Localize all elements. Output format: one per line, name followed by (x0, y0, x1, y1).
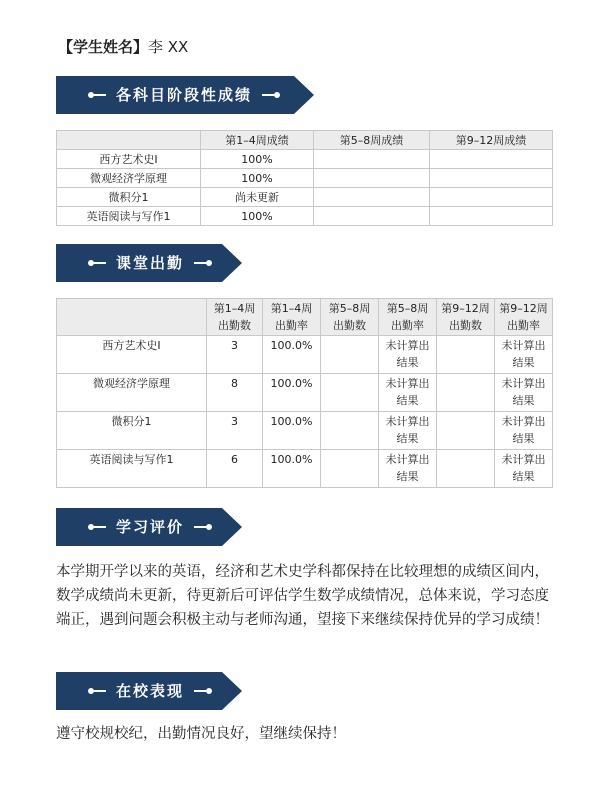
header-line: 出勤率 (275, 319, 308, 332)
attendance-cell (379, 374, 437, 412)
header-line: 第1–4周 (270, 302, 313, 315)
header-line: 第9–12周 (441, 302, 490, 315)
grades-header-cell: 第5–8周成绩 (314, 131, 430, 150)
cell-line: 未计算出 (501, 377, 546, 390)
attendance-cell (263, 336, 321, 374)
grades-table (56, 130, 553, 226)
cell-line: 结果 (512, 356, 535, 369)
header-line: 第9–12周 (499, 302, 548, 315)
table-row (57, 150, 553, 169)
cell-line: 6 (231, 453, 238, 466)
cell-line: 结果 (396, 394, 419, 407)
banner-left-ornament (88, 524, 106, 530)
grade-cell (430, 169, 553, 188)
grade-cell (314, 169, 430, 188)
cell-line: 未计算出 (385, 339, 430, 352)
header-line: 第5–8周 (386, 302, 429, 315)
attendance-cell (321, 450, 379, 488)
attendance-cell (379, 412, 437, 450)
behavior-text: 遵守校规校纪，出勤情况良好，望继续保持！ (56, 726, 346, 742)
banner-right-ornament (194, 260, 212, 266)
section-banner-behavior (56, 672, 246, 710)
attendance-header-cell (495, 299, 553, 336)
grades-header-cell: 第1–4周成绩 (201, 131, 314, 150)
cell-line: 结果 (512, 394, 535, 407)
cell-line: 未计算出 (385, 377, 430, 390)
table-row (57, 336, 553, 374)
header-line: 第1–4周 (213, 302, 256, 315)
section-title-behavior: 在校表现 (116, 682, 185, 700)
subject-cell: 微观经济学原理 (57, 169, 201, 188)
header-line: 出勤率 (391, 319, 424, 332)
grades-header-cell: 第9–12周成绩 (430, 131, 553, 150)
table-row (57, 188, 553, 207)
cell-line: 未计算出 (501, 415, 546, 428)
attendance-cell (437, 374, 495, 412)
attendance-cell (321, 336, 379, 374)
cell-line: 100.0% (270, 377, 313, 390)
cell-line: 3 (231, 339, 238, 352)
attendance-cell (207, 412, 263, 450)
subject-cell: 英语阅读与写作1 (57, 207, 201, 226)
cell-line: 3 (231, 415, 238, 428)
banner-right-ornament (262, 92, 280, 98)
table-row (57, 207, 553, 226)
cell-line: 100.0% (270, 415, 313, 428)
student-name-label: 【学生姓名】 (58, 38, 149, 56)
cell-line: 结果 (396, 356, 419, 369)
subject-cell: 微积分1 (57, 188, 201, 207)
cell-line: 100.0% (270, 339, 313, 352)
student-name-value: 李 XX (148, 38, 189, 56)
attendance-cell (437, 450, 495, 488)
attendance-header-cell (321, 299, 379, 336)
grade-cell (430, 150, 553, 169)
attendance-cell (495, 374, 553, 412)
grade-cell (430, 207, 553, 226)
banner-right-ornament (194, 524, 212, 530)
subject-cell (57, 412, 207, 450)
table-row (57, 374, 553, 412)
banner-left-ornament (88, 92, 106, 98)
attendance-header-cell (437, 299, 495, 336)
section-banner-grades (56, 76, 316, 114)
attendance-cell (263, 412, 321, 450)
table-row (57, 412, 553, 450)
header-line: 第5–8周 (328, 302, 371, 315)
attendance-cell (495, 450, 553, 488)
attendance-header-cell (57, 299, 207, 336)
section-title-grades: 各科目阶段性成绩 (116, 86, 253, 104)
cell-line: 英语阅读与写作1 (89, 453, 174, 466)
grade-cell (314, 207, 430, 226)
attendance-header-cell (207, 299, 263, 336)
attendance-cell (263, 450, 321, 488)
section-title-attendance: 课堂出勤 (116, 254, 185, 272)
attendance-cell (437, 412, 495, 450)
header-line: 出勤数 (449, 319, 482, 332)
cell-line: 微观经济学原理 (93, 377, 170, 390)
cell-line: 微积分1 (111, 415, 152, 428)
attendance-cell (321, 374, 379, 412)
attendance-cell (207, 336, 263, 374)
cell-line: 未计算出 (501, 339, 546, 352)
student-name-line (58, 36, 188, 57)
attendance-cell (321, 412, 379, 450)
attendance-header-cell (379, 299, 437, 336)
attendance-cell (379, 450, 437, 488)
grade-cell (430, 188, 553, 207)
attendance-cell (263, 374, 321, 412)
cell-line: 西方艺术史I (102, 339, 161, 352)
attendance-cell (437, 336, 495, 374)
banner-left-ornament (88, 688, 106, 694)
evaluation-text: 本学期开学以来的英语，经济和艺术史学科都保持在比较理想的成绩区间内，数学成绩尚未更新，待更新后可评估学生数学成绩情况，总体来说，学习态度端正，遇到问题会积极主动与老师沟通，望接下来继续保持优异的学习成绩！ (56, 564, 549, 628)
cell-line: 结果 (512, 432, 535, 445)
cell-line: 结果 (512, 470, 535, 483)
grade-cell: 尚未更新 (201, 188, 314, 207)
attendance-table (56, 298, 553, 488)
grade-cell: 100% (201, 169, 314, 188)
attendance-cell (379, 336, 437, 374)
subject-cell (57, 450, 207, 488)
cell-line: 8 (231, 377, 238, 390)
subject-cell (57, 374, 207, 412)
grade-cell: 100% (201, 150, 314, 169)
grade-cell (314, 188, 430, 207)
attendance-cell (207, 450, 263, 488)
grades-header-cell (57, 131, 201, 150)
section-banner-attendance (56, 244, 246, 282)
cell-line: 100.0% (270, 453, 313, 466)
attendance-cell (207, 374, 263, 412)
table-row (57, 169, 553, 188)
banner-left-ornament (88, 260, 106, 266)
cell-line: 结果 (396, 470, 419, 483)
section-banner-evaluation (56, 508, 246, 546)
section-title-evaluation: 学习评价 (116, 518, 185, 536)
cell-line: 未计算出 (385, 453, 430, 466)
attendance-cell (495, 336, 553, 374)
header-line: 出勤数 (333, 319, 366, 332)
banner-right-ornament (194, 688, 212, 694)
grade-cell (314, 150, 430, 169)
cell-line: 未计算出 (501, 453, 546, 466)
header-line: 出勤数 (218, 319, 251, 332)
subject-cell: 西方艺术史I (57, 150, 201, 169)
cell-line: 结果 (396, 432, 419, 445)
grade-cell: 100% (201, 207, 314, 226)
cell-line: 未计算出 (385, 415, 430, 428)
subject-cell (57, 336, 207, 374)
attendance-header-cell (263, 299, 321, 336)
attendance-cell (495, 412, 553, 450)
table-row (57, 450, 553, 488)
header-line: 出勤率 (507, 319, 540, 332)
